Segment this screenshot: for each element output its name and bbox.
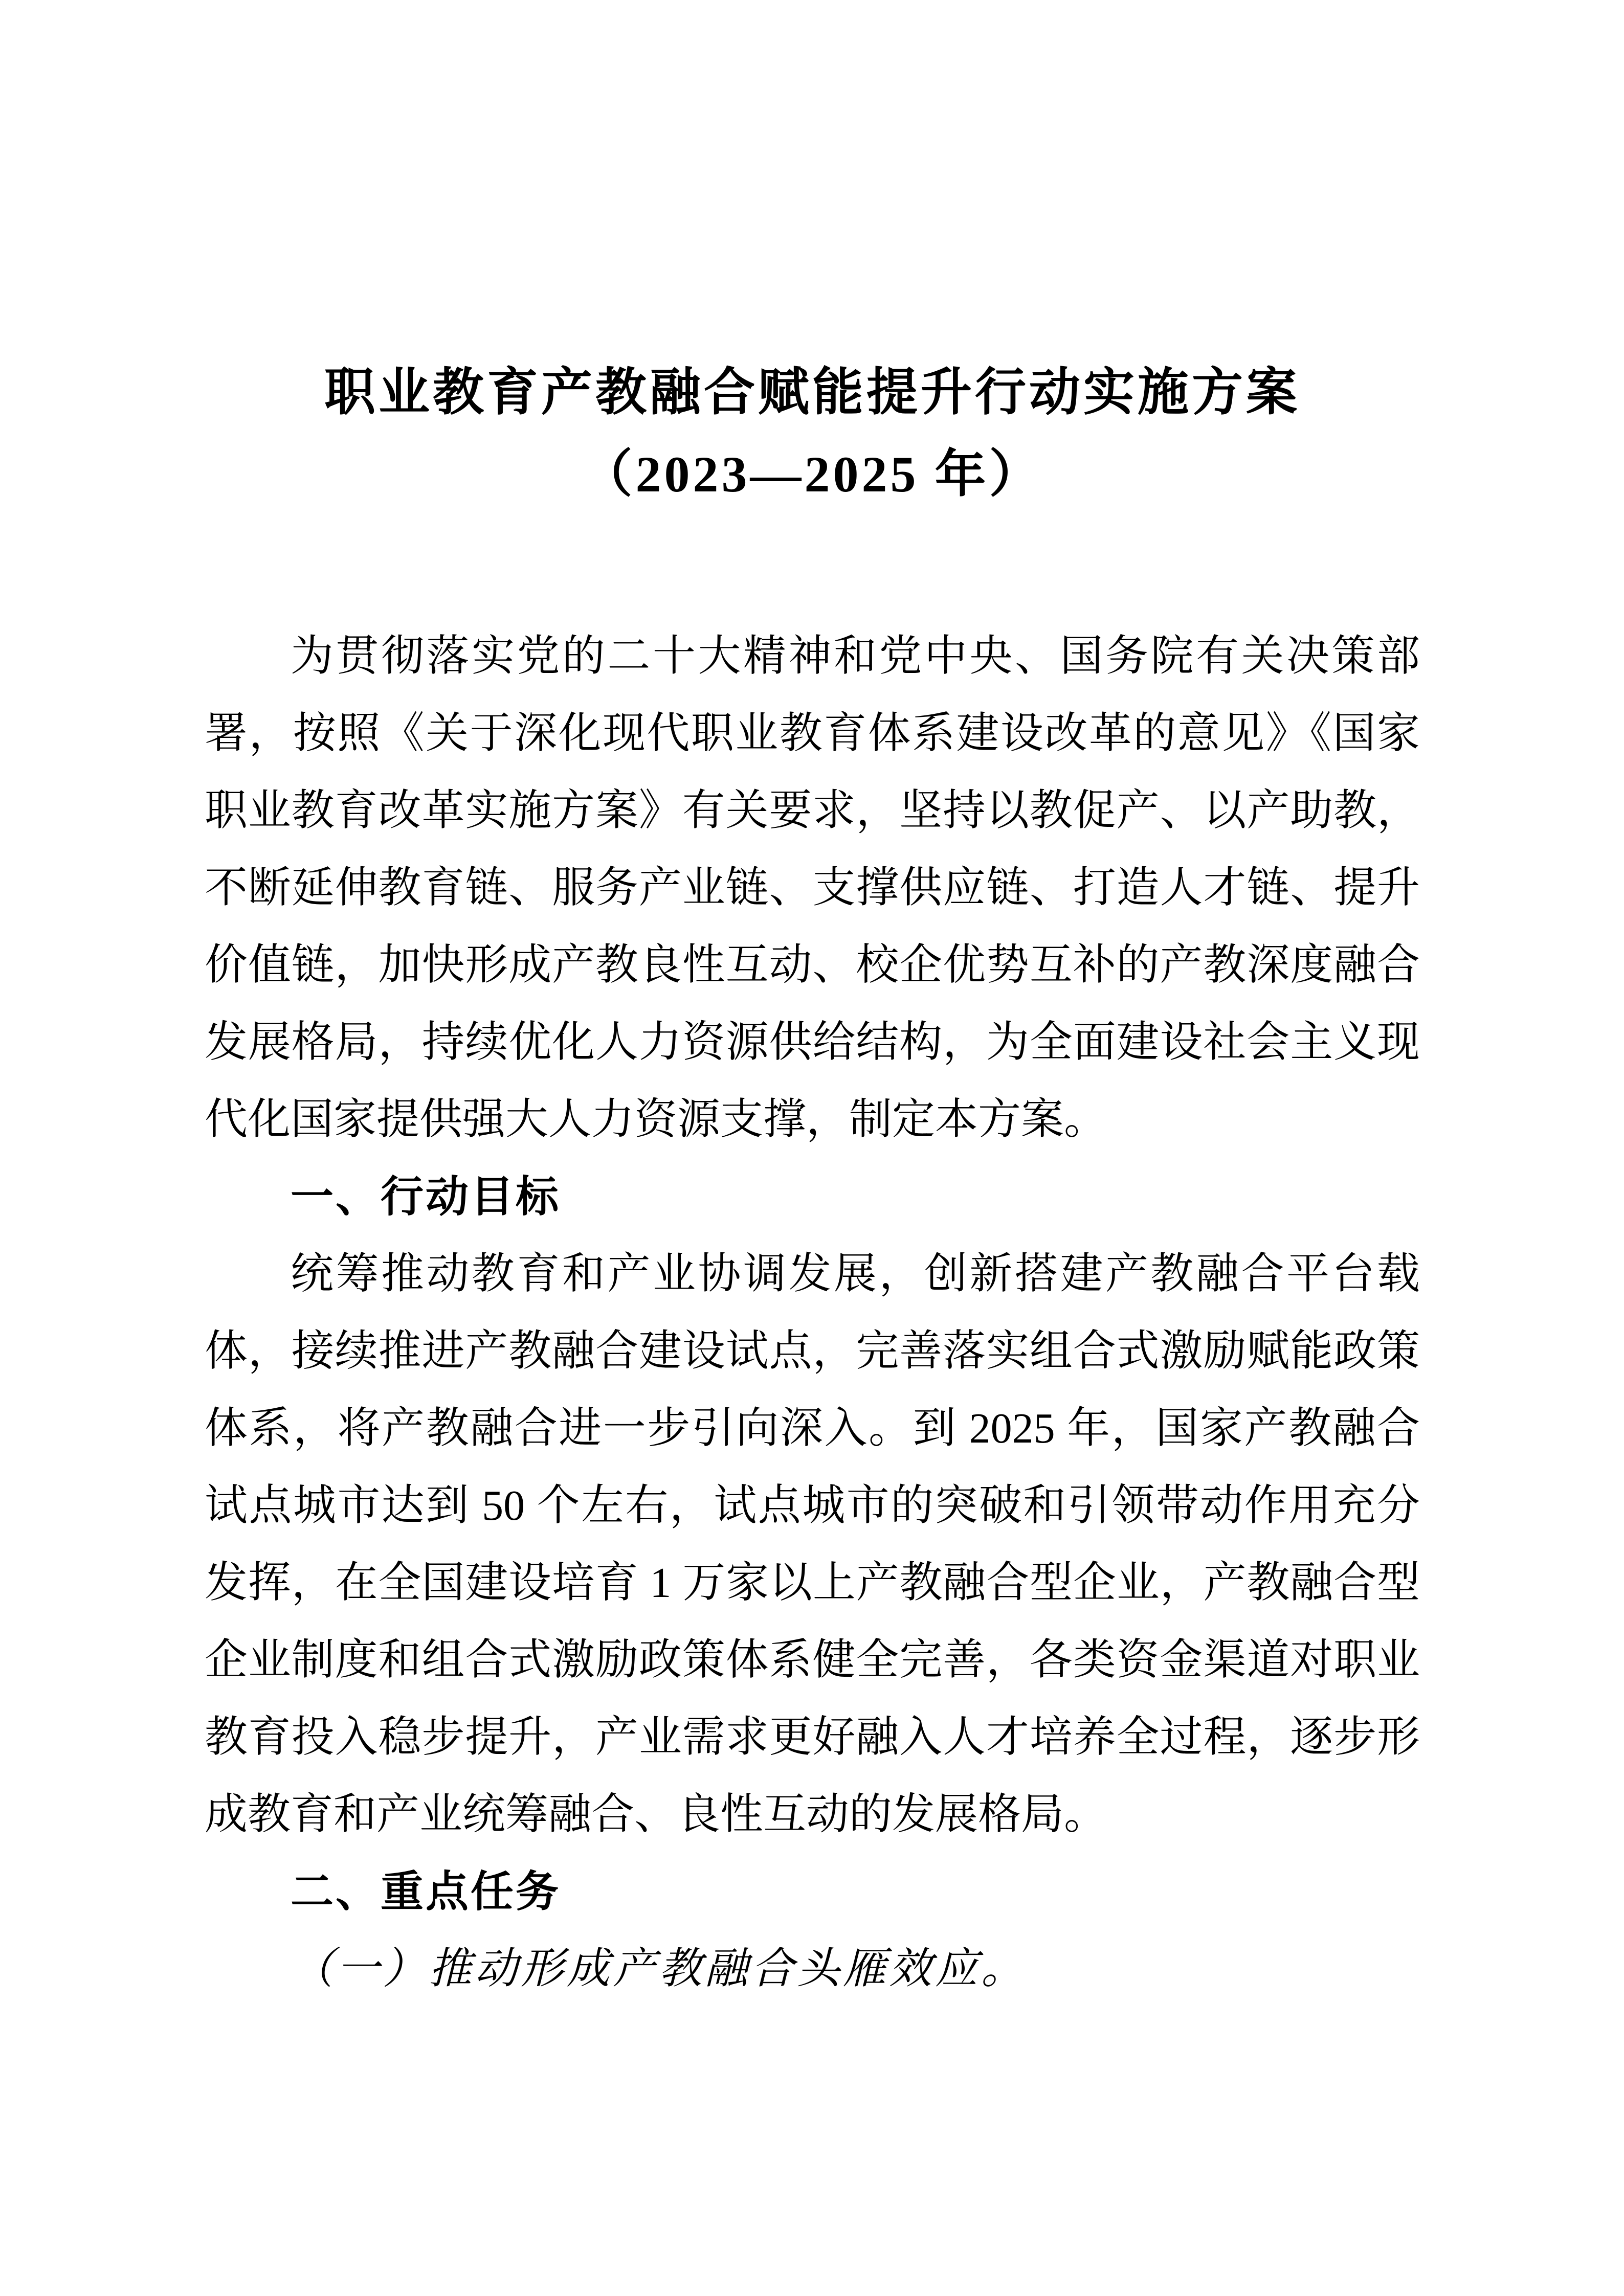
paragraph-preamble: 为贯彻落实党的二十大精神和党中央、国务院有关决策部署，按照《关于深化现代职业教育体系建设改革的意见》《国家职业教育改革实施方案》有关要求，坚持以教促产、以产助教，不断延伸教育链、服务产业链、支撑供应链、打造人才链、提升价值链，加快形成产教良性互动、校企优势互补的产教深度融合发展格局，持续优化人力资源供给结构，为全面建设社会主义现代化国家提供强大人力资源支撑，制定本方案。 [205, 633, 1420, 1143]
document-title: 职业教育产教融合赋能提升行动实施方案 [324, 364, 1300, 421]
document-title-years: （2023—2025 年） [581, 446, 1043, 503]
section-heading-action-goals: 一、行动目标 [291, 1173, 561, 1221]
document-title-block [205, 352, 1420, 515]
paragraph-action-goals: 统筹推动教育和产业协调发展，创新搭建产教融合平台载体，接续推进产教融合建设试点，完善落实组合式激励赋能政策体系，将产教融合进一步引向深入。到 2025 年，国家产教融合试点城市达到 50 个左右，试点城市的突破和引领带动作用充分发挥，在全国建设培育 1 万家以上产教融合型企业，产教融合型企业制度和组合式激励政策体系健全完善，各类资金渠道对职业教育投入稳步提升，产业需求更好融入人才培养全过程，逐步形成教育和产业统筹融合、良性互动的发展格局。 [205, 1250, 1420, 1838]
subheading-task-one: （一）推动形成产教融合头雁效应。 [291, 1945, 1028, 1993]
section-heading-key-tasks: 二、重点任务 [291, 1867, 561, 1916]
